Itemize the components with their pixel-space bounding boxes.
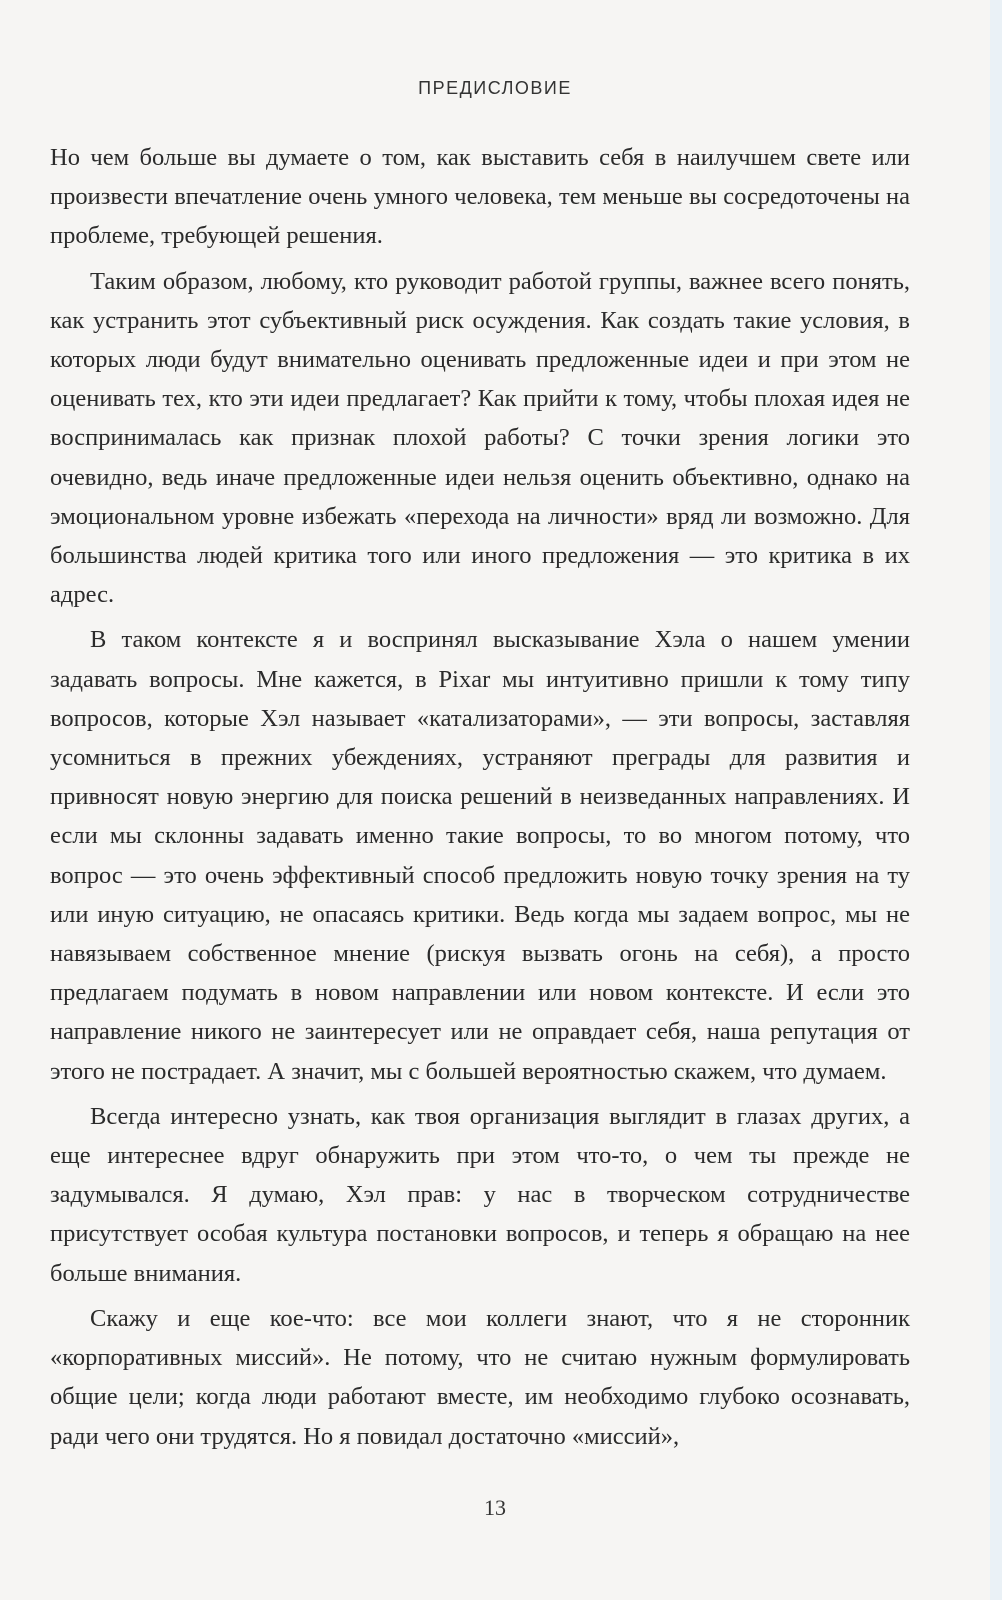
paragraph: Таким образом, любому, кто руководит работой группы, важнее всего понять, как устранить этот субъективный риск осуждения. Как создать такие условия, в которых люди будут внимательно оценивать предложенные идеи и при этом не оценивать тех, кто эти идеи предлагает? Как прийти к тому, чтобы плохая идея не воспринималась как признак плохой работы? С точки зрения логики это очевидно, ведь иначе предложенные идеи нельзя оценить объективно, однако на эмоциональном уровне избежать «перехода на личности» вряд ли возможно. Для большинства людей критика того или иного предложения — это критика в их адрес. [50, 267, 910, 609]
body-text [50, 138, 910, 1462]
paragraph: В таком контексте я и воспринял высказывание Хэла о нашем умении задавать вопросы. Мне кажется, в Pixar мы интуитивно пришли к тому типу вопросов, которые Хэл называет «катализаторами», — эти вопросы, заставляя усомниться в прежних убеждениях, устраняют преграды для развития и привносят новую энергию для поиска решений в неизведанных направлениях. И если мы склонны задавать именно такие вопросы, то во многом потому, что вопрос — это очень эффективный способ предложить новую точку зрения на ту или иную ситуацию, не опасаясь критики. Ведь когда мы задаем вопрос, мы не навязываем собственное мнение (рискуя вызвать огонь на себя), а просто предлагаем подумать в новом направлении или новом контексте. И если это направление никого не заинтересует или не оправдает себя, наша репутация от этого не пострадает. А значит, мы с большей вероятностью скажем, что думаем. [50, 626, 910, 1085]
paragraph: Но чем больше вы думаете о том, как выставить себя в наилучшем свете или произвести впечатление очень умного человека, тем меньше вы сосредоточены на проблеме, требующей решения. [50, 144, 910, 250]
page-edge [990, 0, 1002, 1600]
page-number: 13 [484, 1495, 506, 1520]
running-header: ПРЕДИСЛОВИЕ [418, 78, 572, 98]
paragraph: Скажу и еще кое-что: все мои коллеги знают, что я не сторонник «корпоративных миссий». Не потому, что не считаю нужным формулировать общие цели; когда люди работают вместе, им необходимо глубоко осознавать, ради чего они трудятся. Но я повидал достаточно «миссий», [50, 1304, 910, 1450]
paragraph: Всегда интересно узнать, как твоя организация выглядит в глазах других, а еще интереснее вдруг обнаружить при этом что-то, о чем ты прежде не задумывался. Я думаю, Хэл прав: у нас в творческом сотрудничестве присутствует особая культура постановки вопросов, и теперь я обращаю на нее больше внимания. [50, 1102, 910, 1287]
